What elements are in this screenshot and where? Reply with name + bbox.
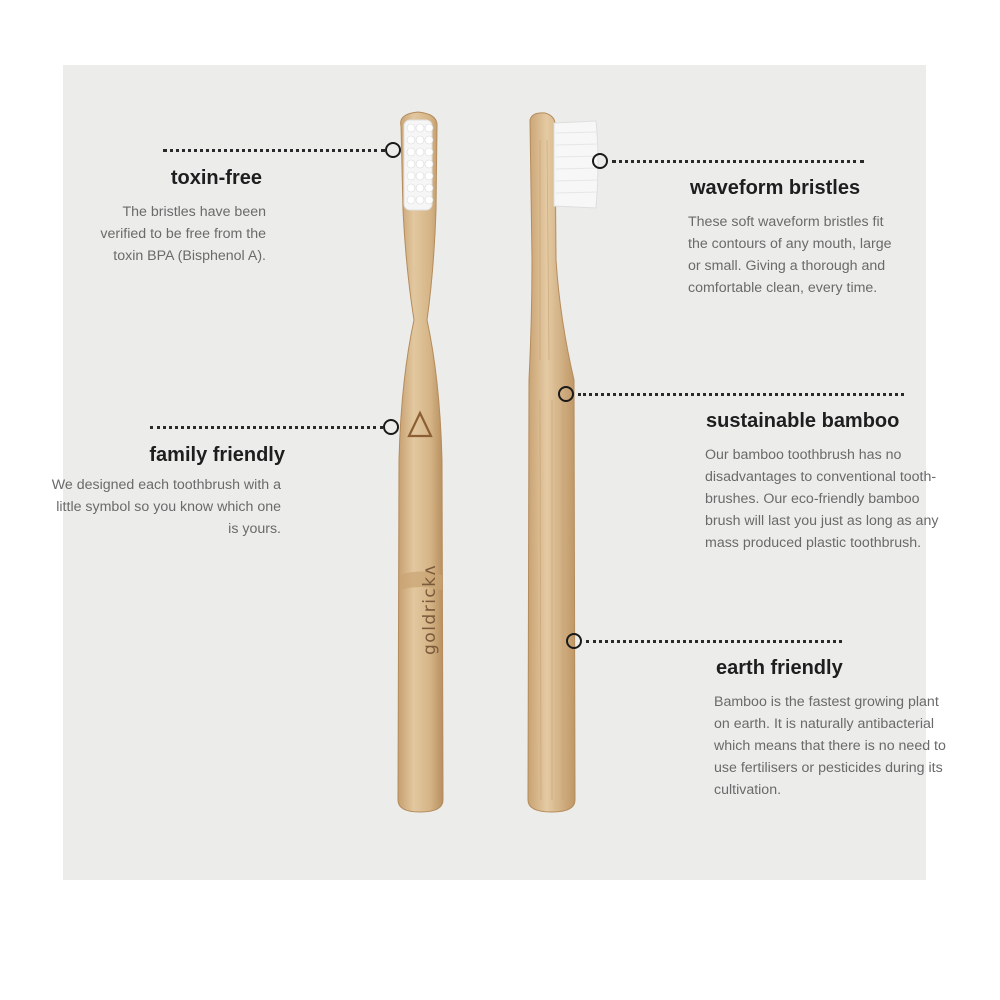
earth-friendly-leader-line xyxy=(586,640,842,643)
toothbrush-side-bristles xyxy=(554,121,598,208)
family-friendly-title: family friendly xyxy=(149,444,285,466)
toothbrush-side-handle xyxy=(528,113,575,812)
earth-friendly-text: Bamboo is the fastest growing plant on earth. It is naturally antibacterial which means that there is no need to use fertilisers or pesticides during its cultivation. xyxy=(714,694,946,798)
circle-outline-icon xyxy=(558,386,574,402)
waveform-bristles-text: These soft waveform bristles fit the contours of any mouth, large or small. Giving a thorough and comfortable clean, every time. xyxy=(688,214,892,296)
circle-outline-icon xyxy=(592,153,608,169)
bristle-tufts xyxy=(407,124,433,204)
toothbrush-front-handle xyxy=(398,112,443,812)
circle-outline-icon xyxy=(566,633,582,649)
toxin-free-text: The bristles have been verified to be free from the toxin BPA (Bisphenol A). xyxy=(100,204,266,264)
toothbrush-side xyxy=(528,113,598,812)
sustainable-bamboo-leader-line xyxy=(578,393,904,396)
circle-outline-icon xyxy=(383,419,399,435)
sustainable-bamboo-text: Our bamboo toothbrush has no disadvantages to conventional tooth- brushes. Our eco-friendly bamboo brush will last you just as long as any mass produced plastic toothbrush. xyxy=(705,447,939,551)
sustainable-bamboo-title: sustainable bamboo xyxy=(706,410,900,432)
toxin-free-title: toxin-free xyxy=(170,167,262,189)
brand-engraving xyxy=(420,655,440,675)
toxin-free-leader-line xyxy=(163,149,385,152)
waveform-bristles-leader-line xyxy=(612,160,864,163)
earth-friendly-title: earth friendly xyxy=(716,657,843,679)
circle-outline-icon xyxy=(385,142,401,158)
waveform-bristles-title: waveform bristles xyxy=(690,177,861,199)
family-friendly-text: We designed each toothbrush with a little symbol so you know which one is yours. xyxy=(51,477,281,537)
family-friendly-leader-line xyxy=(150,426,383,429)
brand-engraving-text xyxy=(420,635,440,655)
toothbrush-front xyxy=(398,112,443,812)
